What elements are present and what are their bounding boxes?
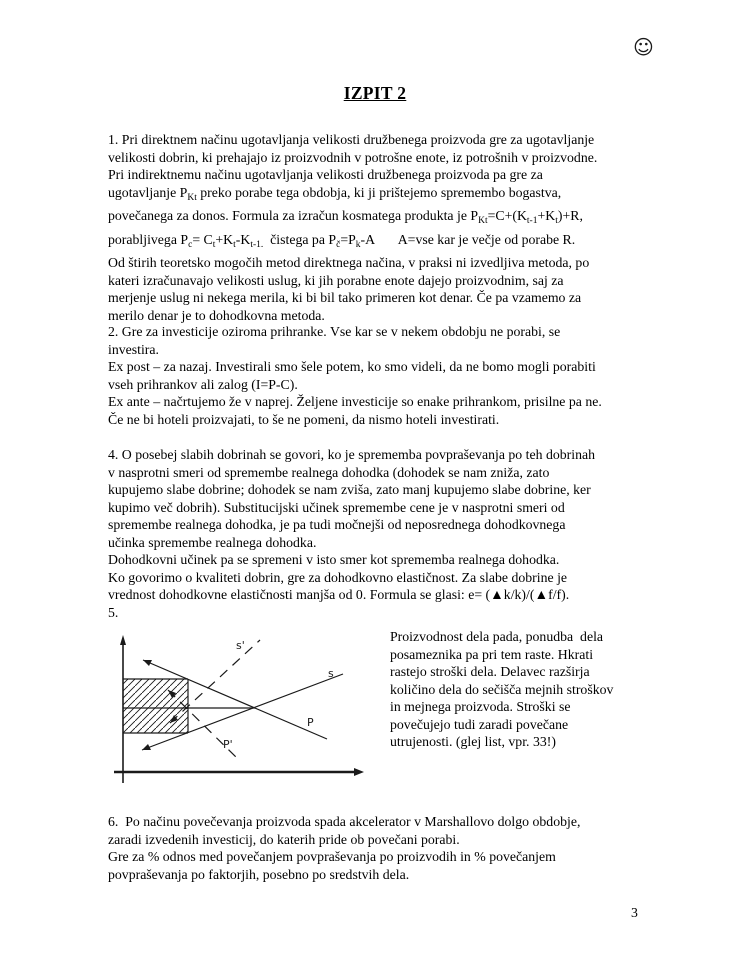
text-line: Dohodkovni učinek pa se spremeni v isto smer kot sprememba realnega dohodka. bbox=[108, 552, 560, 567]
text-line: povpraševanja po faktorjih, posebno po sredstvih dela. bbox=[108, 866, 410, 882]
x-axis-arrowhead bbox=[354, 768, 364, 776]
text-line: kupujemo slabe dobrine; dohodek se nam zviša, zato manj kupujemo slabe dobrine, ker bbox=[108, 482, 591, 497]
paragraph-6 bbox=[108, 813, 580, 883]
y-axis-arrowhead bbox=[120, 635, 126, 645]
paragraph-1 bbox=[108, 131, 597, 324]
text-line: utrujenosti. (glej list, vpr. 33!) bbox=[390, 734, 556, 749]
text-line: v nasprotni smeri od spremembe realnega dohodka (dohodek se nam zniža, zato bbox=[108, 464, 550, 480]
question5-label: 5. bbox=[108, 605, 119, 620]
text-line: Proizvodnost dela pada, ponudba dela bbox=[390, 629, 604, 644]
text-line: Od štirih teoretsko mogočih metod direktnega načina, v praksi ni izvedljiva metoda, po bbox=[108, 255, 590, 270]
text-line: vseh prihrankov ali zalog (I=P-C). bbox=[108, 376, 298, 392]
text-line: velikosti dobrin, ki prehajajo iz proizvodnih v potrošne enote, iz potrošnih v proizvodne. bbox=[108, 149, 598, 165]
question5-note bbox=[390, 628, 613, 751]
text-line: vrednost dohodkovne elastičnosti manjša od 0. Formula se glasi: e= (▲k/k)/(▲f/f). bbox=[108, 587, 570, 602]
question5-diagram bbox=[100, 630, 390, 800]
page-title-text: IZPIT 2 bbox=[343, 83, 407, 103]
text-line: učinka spremembe realnega dohodka. bbox=[108, 534, 317, 550]
paragraph-4 bbox=[108, 446, 595, 604]
text-line: povečujejo tudi zaradi povečane bbox=[390, 716, 569, 732]
text-line: 1. Pri direktnem načinu ugotavljanja velikosti družbenega proizvoda gre za ugotavljanje bbox=[108, 132, 595, 147]
page-title bbox=[0, 83, 750, 104]
label-p: P bbox=[307, 716, 314, 729]
text-line: Ko govorimo o kvaliteti dobrin, gre za dohodkovno elastičnost. Za slabe dobrine je bbox=[108, 569, 568, 585]
text-line: kupimo več dobrih). Substitucijski učinek spremembe cene je v nasprotni smeri od bbox=[108, 499, 565, 515]
text-line: investira. bbox=[108, 341, 159, 357]
label-p-prime: P' bbox=[223, 738, 233, 751]
hatched-area bbox=[123, 679, 188, 733]
text-line: zaradi izvedenih investicij, do katerih pride ob povečani porabi. bbox=[108, 831, 460, 847]
page-number: 3 bbox=[631, 905, 638, 920]
text-line: količino dela do sečišča mejnih stroškov bbox=[390, 681, 614, 697]
text-line: in mejnega proizvoda. Stroški se bbox=[390, 699, 571, 714]
text-line: povečanega za donos. Formula za izračun kosmatega produkta je $P_{Kt}=C+(K_{t-1}+K_t)+R$, bbox=[108, 208, 583, 226]
text-line: porabljivega $P_c= C_t+K_t-K_{t-1.}$ čistega pa $P_č=P_k-A$ A=vse kar je večje od porabe R. bbox=[108, 231, 576, 250]
text-line: Pri indirektnemu načinu ugotavljanja velikosti družbenega proizvoda pa gre za bbox=[108, 167, 543, 182]
text-line: merilo denar je to dohodkovna metoda. bbox=[108, 307, 325, 323]
text-line: kateri izračunavajo velikosti uslug, ki jih porabne enote dajejo proizvodnim, saj za bbox=[108, 272, 564, 288]
text-line: 2. Gre za investicije oziroma prihranke. Vse kar se v nekem obdobju ne porabi, se bbox=[108, 324, 561, 339]
text-line: 4. O posebej slabih dobrinah se govori, ko je sprememba povpraševanja po teh dobrinah bbox=[108, 447, 595, 462]
label-s-prime: s' bbox=[236, 639, 245, 652]
text-line: posameznika pa pri tem raste. Hkrati bbox=[390, 646, 594, 662]
paragraph-2 bbox=[108, 323, 602, 428]
smiley-icon: ☺ bbox=[633, 35, 654, 59]
text-line: ugotavljanje $P_{Kt}$ preko porabe tega obdobja, ki ji prištejemo spremembo bogastva, bbox=[108, 184, 562, 203]
text-line: merjenje uslug ni nekega merila, ki bi bil tako primeren kot denar. Če pa vzamemo za bbox=[108, 290, 582, 305]
text-line: spremembe realnega dohodka, je pa tudi močnejši od neposrednega dohodkovnega bbox=[108, 517, 566, 532]
label-s: s bbox=[328, 667, 334, 680]
text-line: 6. Po načinu povečevanja proizvoda spada akcelerator v Marshallovo dolgo obdobje, bbox=[108, 814, 581, 829]
text-line: Gre za % odnos med povečanjem povpraševanja po proizvodih in % povečanjem bbox=[108, 849, 556, 864]
text-line: rastejo stroški dela. Delavec razširja bbox=[390, 664, 590, 679]
text-line: Ex ante – načrtujemo že v naprej. Željene investicije so enake prihrankom, prisilne pa ne. bbox=[108, 394, 602, 409]
text-line: Ex post – za nazaj. Investirali smo šele potem, ko smo videli, da ne bomo mogli porabiti bbox=[108, 359, 596, 374]
text-line: Če ne bi hoteli proizvajati, to še ne pomeni, da nismo hoteli investirati. bbox=[108, 411, 500, 427]
